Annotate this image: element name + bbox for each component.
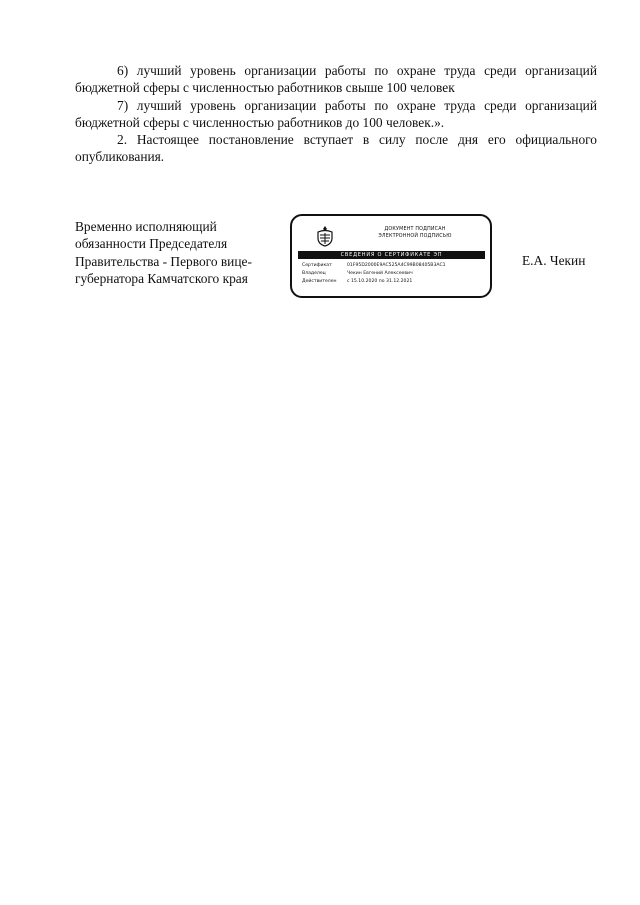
validity-label: Действителен — [302, 279, 337, 284]
validity-value: с 15.10.2020 по 31.12.2021 — [347, 279, 413, 284]
document-body — [75, 62, 597, 166]
paragraph-entry-into-force: 2. Настоящее постановление вступает в силу после дня его официального опубликования. — [75, 132, 597, 165]
e-signature-stamp — [290, 214, 492, 298]
certificate-info-bar: СВЕДЕНИЯ О СЕРТИФИКАТЕ ЭП — [298, 251, 485, 259]
stamp-header-line: ДОКУМЕНТ ПОДПИСАН — [384, 227, 446, 232]
position-line: обязанности Председателя — [75, 236, 228, 252]
validity-row — [302, 278, 487, 286]
certificate-label: Сертификат — [302, 263, 332, 268]
certificate-value: 01F95D2000E9AC525A4C99B08405B3AC1 — [347, 263, 446, 268]
stamp-header-line: ЭЛЕКТРОННОЙ ПОДПИСЬЮ — [378, 234, 452, 239]
owner-row — [302, 270, 487, 278]
position-line: Правительства - Первого вице- — [75, 253, 252, 269]
position-line: Временно исполняющий — [75, 219, 217, 234]
certificate-row — [302, 262, 487, 270]
owner-value: Чекин Евгений Алексеевич — [347, 271, 413, 276]
position-line: губернатора Камчатского края — [75, 270, 248, 286]
stamp-header — [350, 226, 480, 240]
paragraph-item-7: 7) лучший уровень организации работы по охране труда среди организаций бюджетной сферы с численностью работников до 100 человек.». — [75, 97, 597, 130]
coat-of-arms-icon — [316, 225, 334, 247]
owner-label: Владелец — [302, 271, 326, 276]
paragraph-item-6: 6) лучший уровень организации работы по охране труда среди организаций бюджетной сферы с численностью работников свыше 100 человек — [75, 63, 597, 96]
signatory-position — [75, 218, 285, 287]
certificate-details — [302, 262, 487, 286]
signatory-name: Е.А. Чекин — [522, 253, 586, 268]
